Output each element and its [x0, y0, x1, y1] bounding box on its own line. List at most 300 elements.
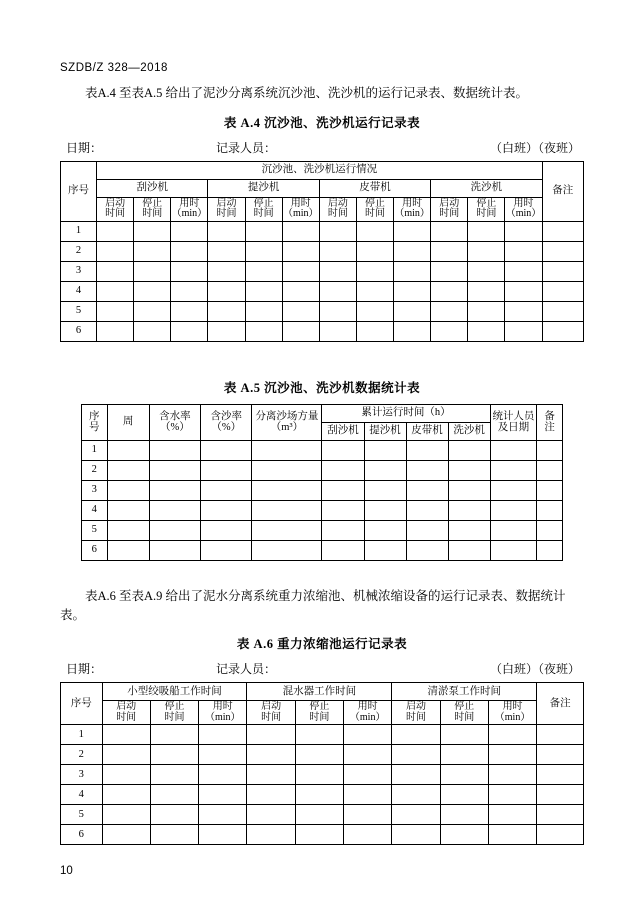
table-row	[61, 301, 584, 321]
cell[interactable]	[364, 500, 406, 520]
cell[interactable]	[394, 261, 431, 281]
table-row	[61, 281, 584, 301]
table-a5-remark-header	[537, 404, 563, 440]
table-a6-sub-header	[102, 701, 150, 725]
cell[interactable]	[356, 221, 393, 241]
cell[interactable]	[322, 440, 364, 460]
table-a6-sub-header	[344, 701, 392, 725]
cell[interactable]	[245, 301, 282, 321]
paragraph-intro-2: 表A.6 至表A.9 给出了泥水分离系统重力浓缩池、机械浓缩设备的运行记录表、数据统计表。	[60, 588, 566, 622]
cell[interactable]	[406, 500, 448, 520]
sub-line1: 启动	[105, 197, 126, 209]
shift-label: （白班）（夜班）	[489, 662, 580, 677]
cell[interactable]	[199, 725, 247, 745]
cell[interactable]	[208, 221, 245, 241]
cell[interactable]	[245, 241, 282, 261]
cell[interactable]	[448, 440, 490, 460]
table-a4-group-header: 沉沙池、洗沙机运行情况	[97, 161, 543, 179]
cell[interactable]	[406, 540, 448, 560]
cell[interactable]	[107, 480, 149, 500]
recorder-label: 记录人员：	[216, 662, 277, 677]
cell[interactable]	[149, 480, 200, 500]
cell[interactable]	[252, 440, 322, 460]
cell[interactable]	[97, 321, 134, 341]
table-row	[81, 500, 562, 520]
cell[interactable]	[149, 500, 200, 520]
cell[interactable]	[319, 221, 356, 241]
table-a5-sand-header	[201, 404, 252, 440]
cell[interactable]	[252, 520, 322, 540]
cell[interactable]	[490, 540, 537, 560]
cell[interactable]	[344, 745, 392, 765]
table-a5-moisture-header	[149, 404, 200, 440]
cell[interactable]	[394, 281, 431, 301]
cell[interactable]	[171, 281, 208, 301]
sub-line2: 时间	[253, 208, 274, 220]
sub-line2: （%）	[211, 422, 242, 434]
cell[interactable]	[392, 765, 440, 785]
cell[interactable]	[171, 261, 208, 281]
cell[interactable]	[440, 745, 488, 765]
cell[interactable]	[468, 321, 505, 341]
cell[interactable]	[505, 241, 542, 261]
cell[interactable]	[199, 785, 247, 805]
cell[interactable]	[490, 480, 537, 500]
cell[interactable]	[488, 765, 536, 785]
sub-line2: 时间	[365, 208, 386, 220]
cell[interactable]	[150, 725, 198, 745]
sub-line2: 时间	[439, 208, 460, 220]
cell[interactable]	[245, 321, 282, 341]
cell[interactable]	[537, 460, 563, 480]
row-index: 6	[61, 321, 97, 341]
cell[interactable]	[364, 540, 406, 560]
cell[interactable]	[537, 805, 584, 825]
cell[interactable]	[440, 805, 488, 825]
sub-line1: 启动	[405, 701, 426, 713]
cell[interactable]	[247, 765, 295, 785]
sub-line2: 时间	[142, 208, 163, 220]
cell[interactable]	[252, 500, 322, 520]
cell[interactable]	[201, 460, 252, 480]
cell[interactable]	[247, 745, 295, 765]
cell[interactable]	[295, 725, 343, 745]
sub-line1: 启动	[216, 197, 237, 209]
sub-line2: 时间	[476, 208, 497, 220]
cell[interactable]	[537, 725, 584, 745]
cell[interactable]	[440, 765, 488, 785]
table-row	[61, 745, 584, 765]
cell[interactable]	[488, 805, 536, 825]
cell[interactable]	[537, 745, 584, 765]
sub-line2: （min）	[205, 711, 241, 723]
row-index: 2	[61, 745, 103, 765]
cell[interactable]	[488, 745, 536, 765]
cell[interactable]	[208, 281, 245, 301]
table-row	[61, 321, 584, 341]
table-row	[61, 805, 584, 825]
cell[interactable]	[102, 785, 150, 805]
cell[interactable]	[488, 725, 536, 745]
cell[interactable]	[440, 785, 488, 805]
table-a4-sub-header	[171, 197, 208, 221]
cell[interactable]	[199, 805, 247, 825]
sub-line2: 时间	[309, 711, 330, 723]
cell[interactable]	[392, 805, 440, 825]
cell[interactable]	[542, 241, 583, 261]
table-row	[81, 460, 562, 480]
table-a6-title: 表 A.6 重力浓缩池运行记录表	[236, 637, 408, 652]
cell[interactable]	[344, 805, 392, 825]
table-a6-sub-header	[392, 701, 440, 725]
cell[interactable]	[537, 785, 584, 805]
cell[interactable]	[134, 221, 171, 241]
cell[interactable]	[490, 500, 537, 520]
cell[interactable]	[448, 500, 490, 520]
cell[interactable]	[102, 805, 150, 825]
cell[interactable]	[107, 520, 149, 540]
cell[interactable]	[171, 241, 208, 261]
cell[interactable]	[149, 520, 200, 540]
table-a5-header-row-1	[81, 404, 562, 422]
cell[interactable]	[282, 261, 319, 281]
row-index: 5	[81, 520, 107, 540]
table-a6	[60, 682, 584, 845]
cell[interactable]	[201, 540, 252, 560]
cell[interactable]	[537, 825, 584, 845]
cell[interactable]	[208, 321, 245, 341]
table-a4-sub-header	[394, 197, 431, 221]
cell[interactable]	[107, 540, 149, 560]
cell[interactable]	[282, 321, 319, 341]
cell[interactable]	[150, 745, 198, 765]
cell[interactable]	[448, 520, 490, 540]
cell[interactable]	[392, 825, 440, 845]
cell[interactable]	[431, 281, 468, 301]
cell[interactable]	[150, 825, 198, 845]
cell[interactable]	[102, 825, 150, 845]
cell[interactable]	[319, 321, 356, 341]
cell[interactable]	[171, 301, 208, 321]
cell[interactable]	[247, 825, 295, 845]
cell[interactable]	[488, 785, 536, 805]
sub-line2: 时间	[261, 711, 282, 723]
table-a5-machine-header: 洗沙机	[448, 422, 490, 440]
cell[interactable]	[149, 540, 200, 560]
cell[interactable]	[208, 301, 245, 321]
row-index: 5	[61, 301, 97, 321]
cell[interactable]	[150, 805, 198, 825]
cell[interactable]	[245, 281, 282, 301]
cell[interactable]	[199, 765, 247, 785]
cell[interactable]	[356, 321, 393, 341]
cell[interactable]	[247, 725, 295, 745]
table-row	[81, 480, 562, 500]
sub-line2: 时间	[105, 208, 126, 220]
cell[interactable]	[468, 241, 505, 261]
table-row	[61, 765, 584, 785]
sub-line2: （min）	[505, 208, 542, 220]
cell[interactable]	[295, 805, 343, 825]
sub-line1: 备	[544, 411, 555, 423]
cell[interactable]	[97, 281, 134, 301]
table-a6-sub-header	[295, 701, 343, 725]
cell[interactable]	[392, 745, 440, 765]
cell[interactable]	[150, 765, 198, 785]
cell[interactable]	[149, 440, 200, 460]
cell[interactable]	[542, 301, 583, 321]
cell[interactable]	[322, 540, 364, 560]
cell[interactable]	[431, 221, 468, 241]
cell[interactable]	[201, 480, 252, 500]
cell[interactable]	[252, 460, 322, 480]
cell[interactable]	[171, 321, 208, 341]
row-index: 3	[81, 480, 107, 500]
cell[interactable]	[282, 221, 319, 241]
cell[interactable]	[134, 261, 171, 281]
cell[interactable]	[537, 500, 563, 520]
cell[interactable]	[505, 301, 542, 321]
table-row	[61, 785, 584, 805]
row-index: 2	[81, 460, 107, 480]
cell[interactable]	[406, 520, 448, 540]
table-a4-sub-header	[468, 197, 505, 221]
sub-line2: 时间	[116, 711, 137, 723]
cell[interactable]	[102, 765, 150, 785]
cell[interactable]	[102, 725, 150, 745]
cell[interactable]	[245, 261, 282, 281]
sub-line1: 启动	[327, 197, 348, 209]
cell[interactable]	[97, 261, 134, 281]
cell[interactable]	[542, 281, 583, 301]
cell[interactable]	[208, 261, 245, 281]
shift-label: （白班）（夜班）	[489, 140, 580, 155]
cell[interactable]	[295, 745, 343, 765]
table-a4-sub-header	[505, 197, 542, 221]
table-a4-title: 表 A.4 沉沙池、洗沙机运行记录表	[223, 115, 421, 130]
cell[interactable]	[364, 460, 406, 480]
date-label: 日期：	[66, 662, 103, 677]
table-a6-remark-header: 备注	[537, 683, 584, 725]
cell[interactable]	[468, 301, 505, 321]
sub-line1: 含沙率	[210, 411, 242, 423]
cell[interactable]	[542, 261, 583, 281]
cell[interactable]	[134, 281, 171, 301]
cell[interactable]	[282, 301, 319, 321]
cell[interactable]	[364, 520, 406, 540]
cell[interactable]	[102, 745, 150, 765]
cell[interactable]	[364, 480, 406, 500]
cell[interactable]	[468, 261, 505, 281]
cell[interactable]	[201, 500, 252, 520]
cell[interactable]	[440, 825, 488, 845]
cell[interactable]	[431, 261, 468, 281]
table-a4-sub-header	[431, 197, 468, 221]
cell[interactable]	[208, 241, 245, 261]
cell[interactable]	[245, 221, 282, 241]
cell[interactable]	[542, 221, 583, 241]
cell[interactable]	[97, 241, 134, 261]
cell[interactable]	[490, 520, 537, 540]
cell[interactable]	[394, 221, 431, 241]
cell[interactable]	[252, 540, 322, 560]
cell[interactable]	[448, 540, 490, 560]
cell[interactable]	[201, 520, 252, 540]
cell[interactable]	[537, 480, 563, 500]
table-a4-sub-header	[245, 197, 282, 221]
cell[interactable]	[537, 520, 563, 540]
cell[interactable]	[322, 480, 364, 500]
cell[interactable]	[488, 825, 536, 845]
cell[interactable]	[406, 440, 448, 460]
cell[interactable]	[431, 301, 468, 321]
cell[interactable]	[295, 825, 343, 845]
cell[interactable]	[134, 301, 171, 321]
table-a4-machine-header: 皮带机	[319, 179, 430, 197]
sub-line2: 时间	[454, 711, 475, 723]
table-a4-meta	[60, 139, 584, 156]
sub-line2: 号	[89, 422, 100, 434]
cell[interactable]	[490, 460, 537, 480]
cell[interactable]	[468, 221, 505, 241]
cell[interactable]	[356, 281, 393, 301]
cell[interactable]	[537, 540, 563, 560]
sub-line1: 含水率	[159, 411, 191, 423]
cell[interactable]	[319, 241, 356, 261]
sub-line2: （min）	[349, 711, 386, 723]
table-a4-sub-header	[97, 197, 134, 221]
cell[interactable]	[107, 460, 149, 480]
cell[interactable]	[252, 480, 322, 500]
cell[interactable]	[394, 241, 431, 261]
recorder-label: 记录人员：	[216, 140, 277, 155]
sub-line1: 用时	[212, 701, 233, 713]
table-a6-header-row-1	[61, 683, 584, 701]
cell[interactable]	[201, 440, 252, 460]
cell[interactable]	[448, 460, 490, 480]
cell[interactable]	[282, 281, 319, 301]
cell[interactable]	[394, 321, 431, 341]
table-a4-sub-header	[356, 197, 393, 221]
cell[interactable]	[199, 745, 247, 765]
cell[interactable]	[431, 321, 468, 341]
cell[interactable]	[322, 500, 364, 520]
paragraph-intro-1: 表A.4 至表A.5 给出了泥沙分离系统沉沙池、洗沙机的运行记录表、数据统计表。	[85, 86, 529, 100]
cell[interactable]	[505, 261, 542, 281]
cell[interactable]	[322, 520, 364, 540]
sub-line1: 启动	[261, 701, 282, 713]
sub-line1: 用时	[290, 197, 311, 209]
cell[interactable]	[490, 440, 537, 460]
page-number: 10	[60, 865, 73, 877]
cell[interactable]	[344, 765, 392, 785]
table-a6-machine-header: 小型绞吸船工作时间	[102, 683, 247, 701]
cell[interactable]	[247, 785, 295, 805]
cell[interactable]	[448, 480, 490, 500]
cell[interactable]	[505, 221, 542, 241]
sub-line2: 时间	[327, 208, 348, 220]
sub-line2: 时间	[405, 711, 426, 723]
cell[interactable]	[537, 440, 563, 460]
cell[interactable]	[97, 221, 134, 241]
cell[interactable]	[199, 825, 247, 845]
cell[interactable]	[295, 765, 343, 785]
cell[interactable]	[406, 480, 448, 500]
cell[interactable]	[282, 241, 319, 261]
cell[interactable]	[344, 825, 392, 845]
cell[interactable]	[537, 765, 584, 785]
cell[interactable]	[431, 241, 468, 261]
cell[interactable]	[107, 500, 149, 520]
cell[interactable]	[468, 281, 505, 301]
table-a4-sub-header	[208, 197, 245, 221]
row-index: 1	[61, 725, 103, 745]
row-index: 6	[61, 825, 103, 845]
sub-line2: 及日期	[497, 422, 530, 434]
cell[interactable]	[149, 460, 200, 480]
table-a4-machine-header: 刮沙机	[97, 179, 208, 197]
sub-line1: 启动	[116, 701, 137, 713]
cell[interactable]	[97, 301, 134, 321]
sub-line1: 用时	[357, 701, 378, 713]
cell[interactable]	[440, 725, 488, 745]
cell[interactable]	[319, 261, 356, 281]
table-a5	[81, 404, 563, 561]
table-a5-week-header: 周	[107, 404, 149, 440]
sub-line2: （min）	[171, 208, 208, 220]
cell[interactable]	[107, 440, 149, 460]
cell[interactable]	[344, 785, 392, 805]
cell[interactable]	[319, 301, 356, 321]
cell[interactable]	[505, 321, 542, 341]
cell[interactable]	[356, 241, 393, 261]
table-a5-machine-header: 皮带机	[406, 422, 448, 440]
page-header: SZDB/Z 328—2018	[60, 62, 168, 74]
cell[interactable]	[171, 221, 208, 241]
sub-line1: 停止	[309, 701, 330, 713]
table-a5-machine-header: 提沙机	[364, 422, 406, 440]
cell[interactable]	[247, 805, 295, 825]
cell[interactable]	[392, 725, 440, 745]
cell[interactable]	[134, 241, 171, 261]
table-a6-meta	[60, 660, 584, 677]
row-index: 1	[81, 440, 107, 460]
sub-line1: 停止	[476, 197, 497, 209]
cell[interactable]	[394, 301, 431, 321]
cell[interactable]	[406, 460, 448, 480]
row-index: 5	[61, 805, 103, 825]
cell[interactable]	[356, 261, 393, 281]
table-a4-machine-header: 洗沙机	[431, 179, 542, 197]
cell[interactable]	[542, 321, 583, 341]
date-label: 日期：	[66, 140, 103, 155]
sub-line2: （%）	[159, 422, 190, 434]
cell[interactable]	[505, 281, 542, 301]
cell[interactable]	[344, 725, 392, 745]
sub-line2: 注	[544, 422, 555, 434]
cell[interactable]	[392, 785, 440, 805]
table-row	[61, 825, 584, 845]
cell[interactable]	[319, 281, 356, 301]
cell[interactable]	[356, 301, 393, 321]
cell[interactable]	[134, 321, 171, 341]
cell[interactable]	[295, 785, 343, 805]
cell[interactable]	[322, 460, 364, 480]
cell[interactable]	[364, 440, 406, 460]
cell[interactable]	[150, 785, 198, 805]
sub-line1: 停止	[365, 197, 386, 209]
table-a6-machine-header: 混水器工作时间	[247, 683, 392, 701]
